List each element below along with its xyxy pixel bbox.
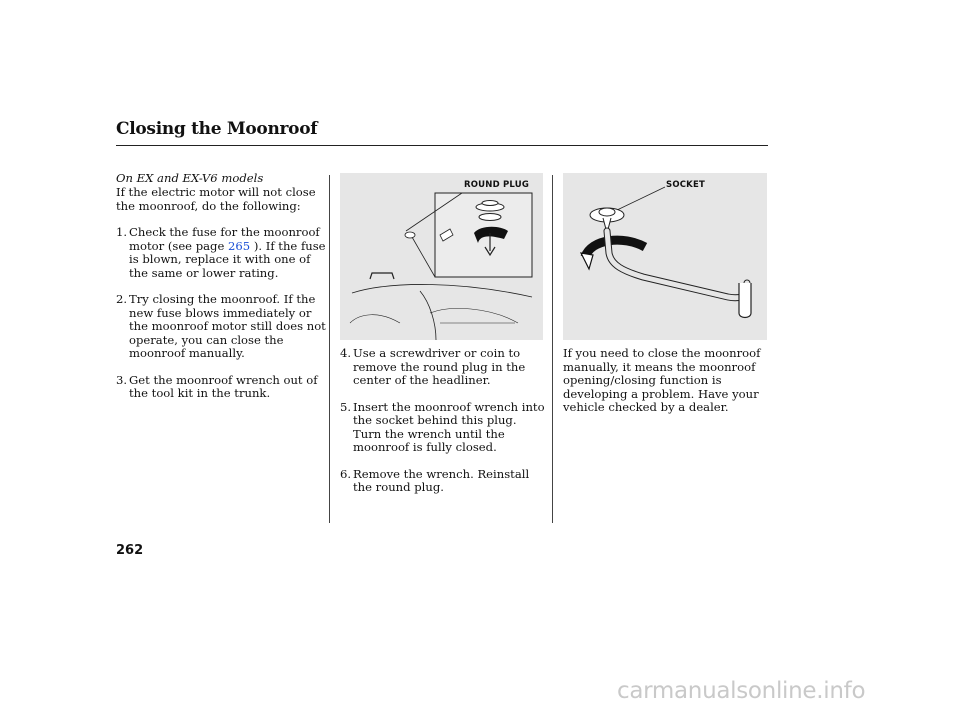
steps-list-2 [340, 347, 545, 495]
models-subheading: On EX and EX-V6 models [116, 171, 264, 185]
step-4 [340, 347, 545, 388]
socket-label: SOCKET [666, 180, 705, 190]
step-text: Check the fuse for the moonroof motor (see page [129, 225, 320, 253]
page-number: 262 [116, 543, 144, 558]
step-text: Try closing the moonroof. If the new fuse blows immediately or the moonroof motor still does not operate, you can close the moonroof manually. [129, 292, 326, 360]
page-title: Closing the Moonroof [116, 119, 318, 139]
step-number: 5. [340, 399, 352, 414]
step-1 [116, 226, 326, 280]
step-text: Get the moonroof wrench out of the tool kit in the trunk. [129, 372, 318, 400]
column-divider [552, 175, 553, 523]
middle-column [340, 347, 545, 495]
step-2 [116, 293, 326, 361]
step-number: 2. [116, 292, 128, 306]
intro-paragraph: If the electric motor will not close the moonroof, do the following: [116, 185, 316, 213]
column-divider [329, 175, 330, 523]
step-text: Remove the wrench. Reinstall the round plug. [353, 466, 530, 494]
page-link-265[interactable]: 265 [228, 238, 251, 253]
step-text: Insert the moonroof wrench into the socket behind this plug. Turn the wrench until the moonroof is fully closed. [353, 399, 545, 454]
wrench-illustration [563, 173, 767, 340]
dealer-paragraph: If you need to close the moonroof manually, it means the moonroof opening/closing function is developing a problem. Have your vehicle checked by a dealer. [563, 346, 761, 414]
step-number: 3. [116, 372, 128, 387]
step-text: Use a screwdriver or coin to remove the round plug in the center of the headliner. [353, 346, 526, 387]
step-number: 4. [340, 346, 352, 360]
step-text: ). If the fuse is blown, replace it with one of the same or lower rating. [129, 238, 326, 280]
watermark: carmanualsonline.info [617, 678, 866, 704]
round-plug-figure [340, 173, 543, 340]
step-5 [340, 401, 545, 455]
step-number: 6. [340, 466, 352, 481]
step-3 [116, 374, 326, 401]
socket-figure [563, 173, 767, 340]
left-column [116, 172, 326, 401]
steps-list-1 [116, 226, 326, 401]
right-column [563, 347, 768, 415]
step-number: 1. [116, 225, 128, 239]
step-6 [340, 468, 545, 495]
round-plug-label: ROUND PLUG [464, 180, 530, 190]
header-rule [116, 145, 768, 146]
headliner-illustration [340, 173, 543, 340]
